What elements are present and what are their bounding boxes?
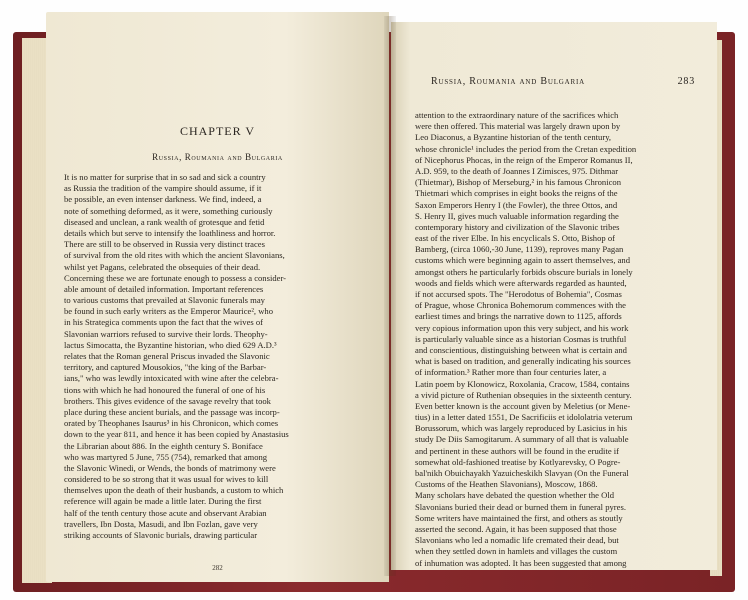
text-line: earliest times and brings the narrative down to 1125, affords [415, 311, 622, 322]
text-line: as Russia the tradition of the vampire should assume, if it [64, 183, 262, 194]
text-line: tius) in a letter dated 1551, De Sacrificiis et idololatria veterum [415, 412, 633, 423]
text-line: A.D. 959, to the death of Joannes I Zimisces, 975. Dithmar [415, 165, 619, 176]
text-line: Leo Diaconus, a Byzantine historian of the tenth century, [415, 132, 612, 143]
text-line: whose chronicle¹ includes the period from the Cretan expedition [415, 143, 637, 154]
text-line: lactus Simocatta, the Byzantine historian, who died 629 A.D.³ [64, 339, 277, 350]
book-gutter [384, 16, 396, 576]
text-line: be found in such early writers as the Emperor Maurice², who [64, 306, 273, 317]
text-line: somewhat old-fashioned treatise by Kotlyarevsky, O Pogre- [415, 456, 621, 467]
text-line: themselves upon the death of their husbands, a custom to which [64, 485, 284, 496]
text-line: Slavonian warriors refused to survive their lords. Theophy- [64, 328, 268, 339]
text-line: reference will again be made a little later. During the first [64, 496, 262, 507]
text-line: Bamberg, (circa 1060,-30 June, 1139), reproves many Pagan [415, 244, 624, 255]
text-line: the Librarian about 886. In the eighth century S. Boniface [64, 440, 263, 451]
text-line: of survival from the old rites with which the ancient Slavonians, [64, 250, 285, 261]
text-line: S. Henry II, gives much valuable information regarding the [415, 210, 619, 221]
text-line: Some writers have maintained the first, and others as stoutly [415, 512, 623, 523]
text-line: who was martyred 5 June, 755 (754), remarked that among [64, 451, 268, 462]
text-line: Borussorum, which was largely reproduced by Lasicius in his [415, 423, 628, 434]
text-line: brothers. This gives evidence of the savage revelry that took [64, 395, 271, 406]
running-head [431, 76, 701, 87]
text-line: whilst yet Pagans, celebrated the obsequies of their dead. [64, 261, 261, 272]
text-line: It is no matter for surprise that in so sad and sick a country [64, 172, 266, 182]
left-page [46, 12, 389, 582]
text-line: what is based on tradition, and generally indicating his sources [415, 356, 631, 367]
text-line: were then offered. This material was largely drawn upon by [415, 121, 621, 132]
text-line: orated by Theophanes Isaurus³ in his Chronicon, which comes [64, 418, 279, 429]
text-line: Customs of the Heathen Slavonians), Moscow, 1868. [415, 479, 598, 490]
right-page-text [415, 110, 705, 569]
text-line: Saxon Emperors Henry I (the Fowler), the three Ottos, and [415, 199, 618, 210]
text-line: bal'nikh Obuichayakh Yazuicheskikh Slavyan (On the Funeral [415, 468, 629, 478]
text-line: asserted the second. Again, it has been supposed that those [415, 523, 617, 534]
page-number-right: 283 [677, 76, 695, 87]
text-line: of Prague, whose Chronica Bohemorum commences with the [415, 300, 626, 311]
text-line: is particularly valuable since as a historian Cosmas is truthful [415, 333, 627, 344]
text-line: note of something deformed, as it were, something curiously [64, 205, 273, 216]
text-line: diseased and unclean, a rank wealth of grotesque and fetid [64, 216, 265, 227]
text-line: half of the tenth century those acute and observant Arabian [64, 507, 267, 518]
text-line: There are still to be observed in Russia very distinct traces [64, 239, 265, 250]
text-line: amongst others he particularly forbids obscure burials in lonely [415, 266, 633, 277]
text-line: be possible, an even intenser darkness. We find, indeed, a [64, 194, 262, 205]
section-title: Russia, Roumania and Bulgaria [152, 152, 283, 162]
text-line: Thietmari which comprises in eight books the reigns of the [415, 188, 618, 199]
text-line: of Nicephorus Phocas, in the reign of the Emperor Romanus II, [415, 154, 633, 165]
text-line: and conscientious, distinguishing between what is certain and [415, 344, 627, 355]
text-line: ians," who was lewdly intoxicated with wine after the celebra- [64, 373, 279, 384]
text-line: Many scholars have debated the question whether the Old [415, 490, 615, 501]
left-page-text [64, 172, 374, 541]
text-line: Latin poem by Klonowicz, Roxolania, Cracow, 1584, contains [415, 378, 630, 389]
text-line: considered to be so strong that it was usual for wives to kill [64, 474, 269, 485]
text-line: attention to the extraordinary nature of the sacrifices which [415, 110, 619, 120]
text-line: (Thietmar), Bishop of Merseburg,² in his famous Chronicon [415, 177, 622, 188]
text-line: very copious information upon this very subject, and his work [415, 322, 629, 333]
text-line: travellers, Ibn Dosta, Masudi, and Ibn Fozlan, gave very [64, 518, 258, 529]
text-line: to various customs that prevailed at Slavonic funerals may [64, 295, 265, 306]
text-line: Slavonians who led a nomadic life cremated their dead, but [415, 535, 619, 546]
text-line: Even better known is the account given by Meletius (or Mene- [415, 400, 631, 411]
text-line: when they settled down in hamlets and villages the custom [415, 546, 618, 557]
text-line: territory, and captured Mousokios, "the king of the Barbar- [64, 362, 267, 373]
text-line: of inhumation was adopted. It has been suggested that among [415, 557, 627, 568]
text-line: woods and fields which were afterwards regarded as haunted, [415, 277, 627, 288]
text-line: striking accounts of Slavonic burials, drawing particular [64, 530, 258, 540]
text-line: contemporary history and civilization of the Slavonic tribes [415, 221, 620, 232]
text-line: place during these ancient burials, and the passage was incorp- [64, 406, 280, 417]
page-number-left: 282 [212, 564, 223, 572]
text-line: and pertinent in these authors will be found in the erudite if [415, 445, 620, 456]
text-line: able amount of detailed information. Important references [64, 283, 264, 294]
text-line: east of the river Elbe. In his encyclicals S. Otto, Bishop of [415, 233, 615, 244]
text-line: a vivid picture of Ruthenian obsequies in the sixteenth century. [415, 389, 632, 400]
text-line: details which but serve to intensify the loathliness and horror. [64, 227, 276, 238]
right-page [391, 22, 717, 570]
text-line: relates that the Roman general Priscus invaded the Slavonic [64, 351, 270, 361]
text-line: Concerning these we are fortunate enough to possess a consider- [64, 272, 287, 283]
text-line: down to the year 811, and hence it has been copied by Anastasius [64, 429, 289, 440]
text-line: in his Strategica comments upon the fact that the wives of [64, 317, 264, 328]
text-line: Slavonians buried their dead or burned them in funeral pyres. [415, 501, 626, 512]
text-line: the Slavonic Winedi, or Wends, the bonds of matrimony were [64, 462, 276, 473]
text-line: tions with which he had honoured the funeral of one of his [64, 384, 266, 395]
text-line: of information.³ Rather more than four centuries later, a [415, 367, 607, 378]
chapter-heading: CHAPTER V [179, 124, 256, 138]
text-line: if not accursed spots. The "Herodotus of Bohemia", Cosmas [415, 289, 622, 299]
running-head-title: Russia, Roumania and Bulgaria [431, 76, 585, 87]
text-line: customs which were beginning again to assert themselves, and [415, 255, 631, 266]
text-line: study De Diis Samogitarum. A summary of all that is valuable [415, 434, 629, 445]
